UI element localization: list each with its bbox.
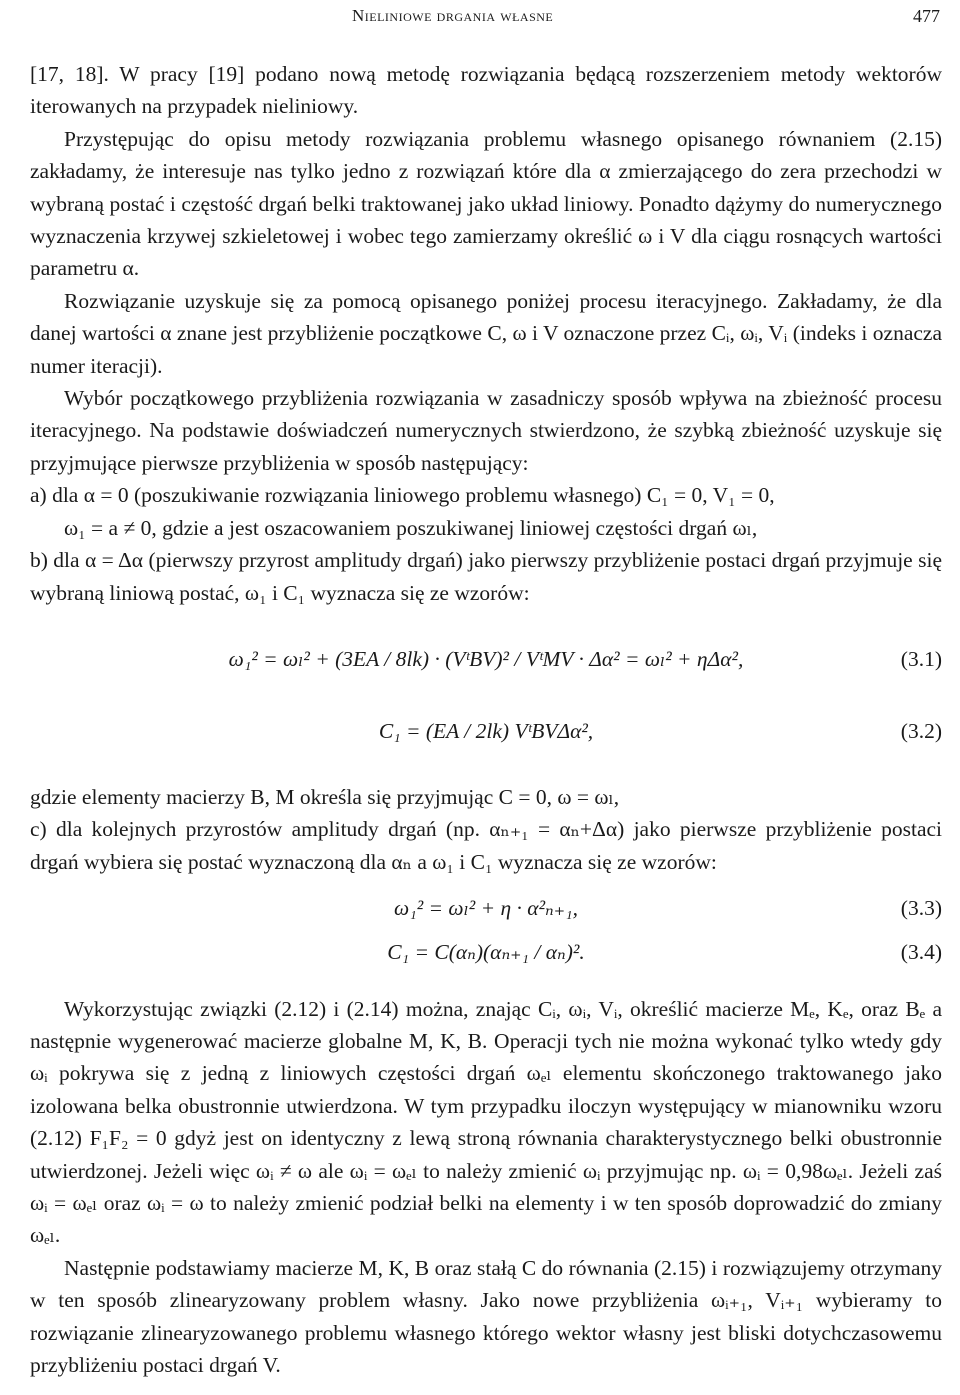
equation-3-4 — [30, 925, 942, 979]
equation-3-4-number: (3.4) — [900, 939, 942, 964]
paragraph-initial-approximation: Wybór początkowego przybliżenia rozwiązania w zasadniczy sposób wpływa na zbieżność procesu iteracyjnego. Na podstawie doświadczeń numerycznych stwierdzono, że szybką zbieżność uzyskuje się przyjmujące pierwsze przybliżenia w sposób następujący: — [30, 386, 942, 475]
equation-3-3 — [30, 892, 942, 924]
equation-3-1 — [30, 623, 942, 695]
paragraph-intro: [17, 18]. W pracy [19] podano nową metodę rozwiązania będącą rozszerzeniem metody wektorów iterowanych na przypadek nieliniowy. — [30, 62, 942, 119]
list-item-a: a) dla α = 0 (poszukiwanie rozwiązania liniowego problemu własnego) C₁ = 0, V₁ = 0, — [30, 483, 775, 508]
paragraph-method: Przystępując do opisu metody rozwiązania problemu własnego opisanego równaniem (2.15) zakładamy, że interesuje nas tylko jedno z rozwiązań które dla α zmierzającego do zera przechodzi w wybraną postać i częstość drgań belki traktowanej jako układ liniowy. Ponadto dążymy do numerycznego wyznaczenia krzywej szkieletowej i wobec tego zamierzamy określić ω i V dla ciągu rosnących wartości parametru α. — [30, 126, 942, 281]
paragraph-iteration: Rozwiązanie uzyskuje się za pomocą opisanego poniżej procesu iteracyjnego. Zakładamy, że dla danej wartości α znane jest przybliżenie początkowe C, ω i V oznaczone przez Cᵢ, ωᵢ, Vᵢ (indeks i oznacza numer iteracji). — [30, 288, 942, 378]
equation-3-3-formula: ω₁² = ωₗ² + η · α²ₙ₊₁, — [394, 896, 578, 921]
equation-3-2-number: (3.2) — [900, 718, 942, 743]
list-item-b-continued: gdzie elementy macierzy B, M określa się przyjmując C = 0, ω = ωₗ, — [30, 784, 620, 809]
equation-3-1-formula: ω₁² = ωₗ² + (3EA / 8lk) · (VᵗBV)² / VᵗMV · Δα² = ωₗ² + ηΔα², — [228, 646, 744, 671]
equation-3-2-formula: C₁ = (EA / 2lk) VᵗBVΔα², — [378, 718, 594, 743]
paragraph-linearized-problem: Następnie podstawiamy macierze M, K, B oraz stałą C do równania (2.15) i rozwiązujemy otrzymany w ten sposób zlinearyzowany problem własny. Jako nowe przybliżenia ωᵢ₊₁, Vᵢ₊₁ wybieramy to rozwiązanie zlinearyzowanego problemu własnego którego wektor własny jest bliski dotychczasowemu przybliżeniu postaci drgań V. — [30, 1255, 942, 1377]
equation-3-4-formula: C₁ = C(αₙ)(αₙ₊₁ / αₙ)². — [387, 939, 585, 964]
equation-3-3-number: (3.3) — [900, 896, 942, 921]
equation-3-1-number: (3.1) — [900, 646, 942, 671]
page-number: 477 — [913, 6, 940, 26]
list-item-c: c) dla kolejnych przyrostów amplitudy drgań (np. αₙ₊₁ = αₙ+Δα) jako pierwsze przybliżenie postaci drgań wybiera się postać wyznaczoną dla αₙ a ω₁ i C₁ wyznacza się ze wzorów: — [30, 817, 942, 874]
page-header — [0, 2, 960, 32]
list-item-b: b) dla α = Δα (pierwszy przyrost amplitudy drgań) jako pierwszy przybliżenie postaci drgań przyjmuje się wybraną liniową postać, ω₁ i C₁ wyznacza się ze wzorów: — [30, 548, 942, 605]
running-title: Nieliniowe drgania własne — [352, 6, 554, 25]
paragraph-matrices: Wykorzystując związki (2.12) i (2.14) można, znając Cᵢ, ωᵢ, Vᵢ, określić macierze Mₑ, Kₑ, oraz Bₑ a następnie wygenerować macierze globalne M, K, B. Operacji tych nie można wykonać tylko wtedy gdy ωᵢ pokrywa się z jedną z liniowych częstości drgań ωₑₗ elementu skończonego traktowanego jako izolowana belka obustronnie utwierdzona. W tym przypadku iloczyn występujący w mianowniku wzoru (2.12) F₁F₂ = 0 gdyż jest on identyczny z lewą stroną równania charakterystycznego belki obustronnie utwierdzonej. Jeżeli więc ωᵢ ≠ ω ale ωᵢ = ωₑₗ to należy zmienić ωᵢ przyjmując np. ωᵢ = 0,98ωₑₗ. Jeżeli zaś ωᵢ = ωₑₗ oraz ωᵢ = ω to należy zmienić podział belki na elementy i w ten sposób doprowadzić do zmiany ωₑₗ. — [30, 996, 942, 1248]
page-body — [30, 58, 942, 1381]
equation-3-2 — [30, 695, 942, 767]
list-item-a-continued: ω₁ = a ≠ 0, gdzie a jest oszacowaniem poszukiwanej liniowej częstości drgań ωₗ, — [64, 515, 758, 540]
